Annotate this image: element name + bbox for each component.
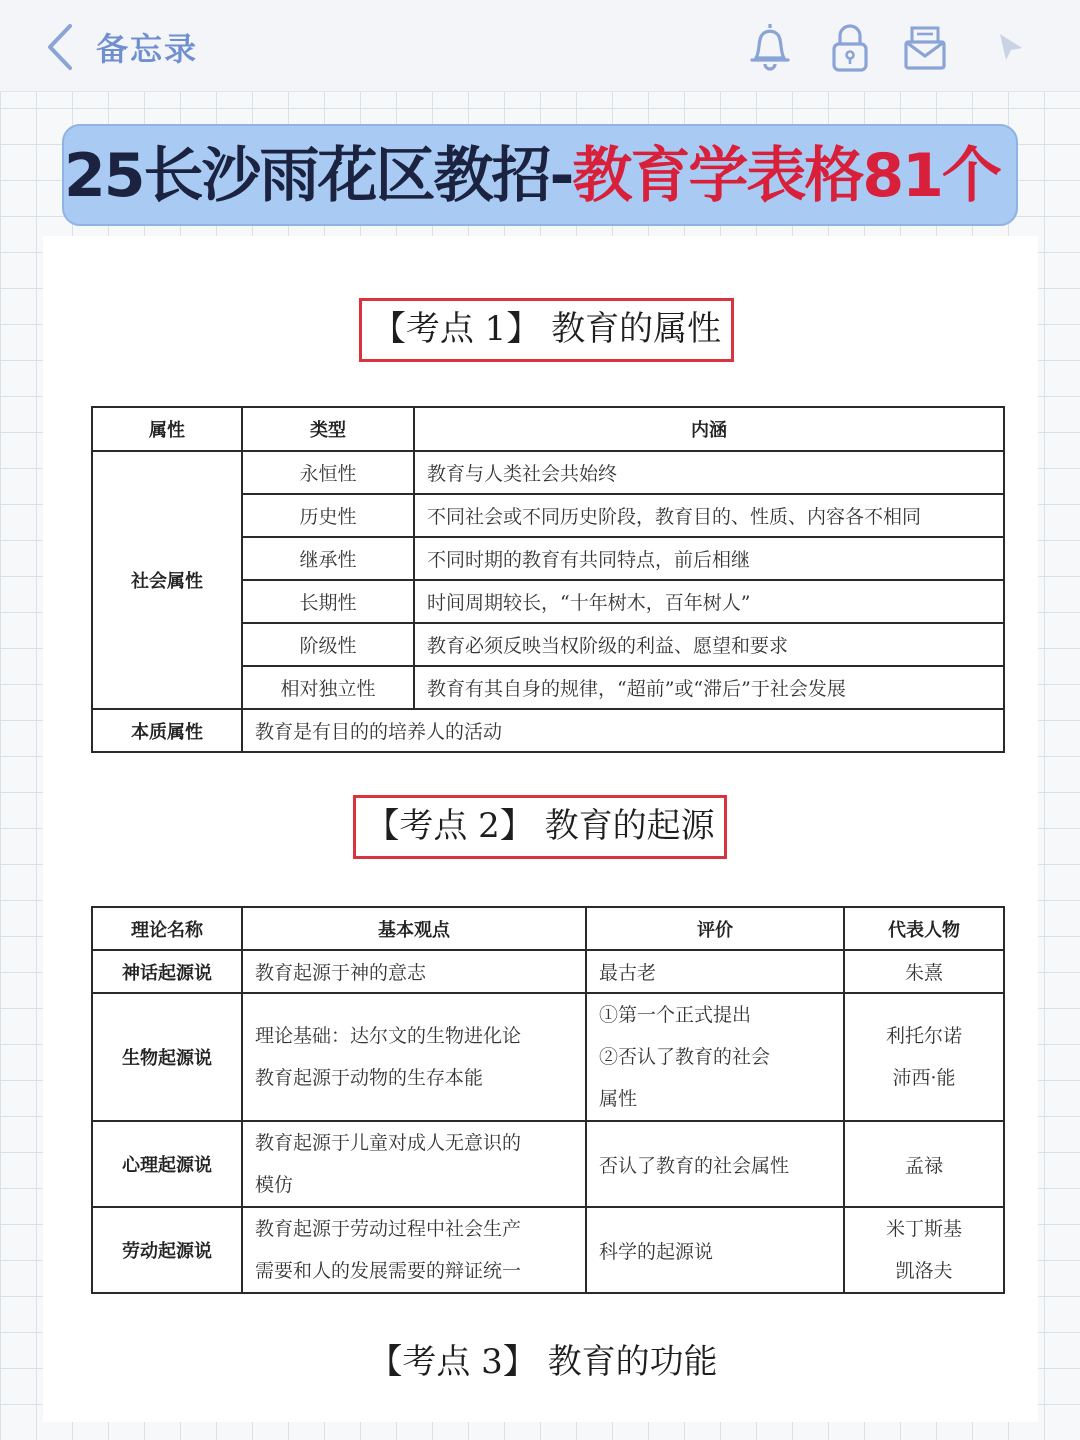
header-type: 类型 <box>242 407 414 451</box>
representative-cell: 朱熹 <box>844 950 1004 993</box>
table-row <box>92 1207 1004 1293</box>
table-row <box>92 451 1004 494</box>
view-line: 理论基础：达尔文的生物进化论 <box>255 1025 522 1047</box>
origin-table <box>91 906 1005 1294</box>
table-row <box>92 993 1004 1121</box>
mail-icon[interactable] <box>900 20 948 74</box>
table-header-row <box>92 407 1004 451</box>
theory-name-cell: 生物起源说 <box>92 993 242 1121</box>
attributes-table <box>91 406 1005 753</box>
view-cell <box>242 1121 586 1207</box>
type-cell: 长期性 <box>242 580 414 623</box>
type-cell: 历史性 <box>242 494 414 537</box>
header-representatives: 代表人物 <box>844 907 1004 950</box>
type-cell: 相对独立性 <box>242 666 414 709</box>
document-page <box>43 236 1038 1422</box>
section-1-heading: 【考点 1】 教育的属性 <box>359 298 734 362</box>
send-icon[interactable] <box>992 20 1028 74</box>
theory-name-cell: 劳动起源说 <box>92 1207 242 1293</box>
bell-icon[interactable] <box>746 20 794 74</box>
table-row <box>92 1121 1004 1207</box>
type-cell: 继承性 <box>242 537 414 580</box>
table-row <box>92 950 1004 993</box>
representative-cell <box>844 1207 1004 1293</box>
theory-name-cell: 神话起源说 <box>92 950 242 993</box>
lock-icon[interactable] <box>826 20 874 74</box>
view-line: 教育起源于儿童对成人无意识的 <box>255 1132 522 1154</box>
representative-line: 凯洛夫 <box>895 1260 953 1282</box>
evaluation-cell: 科学的起源说 <box>586 1207 844 1293</box>
banner-title-highlight: 教育学表格81个 <box>572 141 1000 211</box>
table-header-row <box>92 907 1004 950</box>
content-cell: 不同时期的教育有共同特点，前后相继 <box>414 537 1004 580</box>
evaluation-cell <box>586 993 844 1121</box>
content-cell: 教育有其自身的规律，“超前”或“滞后”于社会发展 <box>414 666 1004 709</box>
content-cell: 教育必须反映当权阶级的利益、愿望和要求 <box>414 623 1004 666</box>
header-evaluation: 评价 <box>586 907 844 950</box>
evaluation-cell: 否认了教育的社会属性 <box>586 1121 844 1207</box>
view-line: 教育起源于劳动过程中社会生产 <box>255 1218 522 1240</box>
header-meaning: 内涵 <box>414 407 1004 451</box>
section-2-heading: 【考点 2】 教育的起源 <box>353 795 727 859</box>
representative-cell <box>844 993 1004 1121</box>
header-basic-view: 基本观点 <box>242 907 586 950</box>
essence-content-cell: 教育是有目的的培养人的活动 <box>242 709 1004 752</box>
view-line: 需要和人的发展需要的辩证统一 <box>255 1260 522 1282</box>
evaluation-line: 属性 <box>599 1088 638 1110</box>
header-theory-name: 理论名称 <box>92 907 242 950</box>
banner-title-main: 25长沙雨花区教招- <box>64 141 573 211</box>
view-line: 教育起源于动物的生存本能 <box>255 1067 484 1089</box>
type-cell: 永恒性 <box>242 451 414 494</box>
view-cell <box>242 1207 586 1293</box>
representative-line: 沛西·能 <box>892 1067 956 1089</box>
evaluation-line: ②否认了教育的社会 <box>599 1046 771 1068</box>
view-line: 模仿 <box>255 1174 294 1196</box>
banner-title <box>64 138 1000 214</box>
header-attribute: 属性 <box>92 407 242 451</box>
evaluation-line: ①第一个正式提出 <box>599 1004 752 1026</box>
essence-attribute-cell: 本质属性 <box>92 709 242 752</box>
app-title: 备忘录 <box>96 30 199 68</box>
type-cell: 阶级性 <box>242 623 414 666</box>
content-cell: 时间周期较长，“十年树木，百年树人” <box>414 580 1004 623</box>
section-3-heading: 【考点 3】 教育的功能 <box>368 1342 718 1382</box>
title-banner <box>62 124 1018 226</box>
evaluation-cell: 最古老 <box>586 950 844 993</box>
table-row <box>92 709 1004 752</box>
representative-line: 利托尔诺 <box>885 1025 962 1047</box>
representative-line: 米丁斯基 <box>885 1218 962 1240</box>
navigation-bar <box>0 0 1080 92</box>
representative-cell: 孟禄 <box>844 1121 1004 1207</box>
content-cell: 教育与人类社会共始终 <box>414 451 1004 494</box>
back-chevron-icon[interactable] <box>40 22 84 72</box>
social-attribute-cell: 社会属性 <box>92 451 242 709</box>
theory-name-cell: 心理起源说 <box>92 1121 242 1207</box>
view-cell: 教育起源于神的意志 <box>242 950 586 993</box>
view-cell <box>242 993 586 1121</box>
content-cell: 不同社会或不同历史阶段，教育目的、性质、内容各不相同 <box>414 494 1004 537</box>
